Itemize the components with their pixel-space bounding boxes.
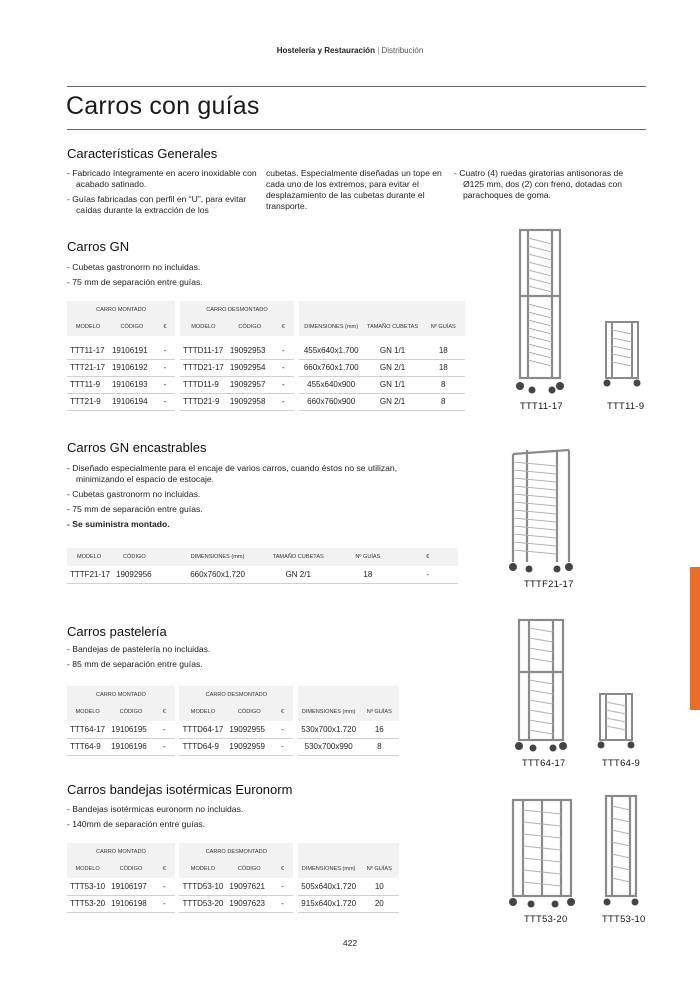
col-dimensiones: DIMENSIONES (mm) xyxy=(177,548,259,566)
cell-eur: - xyxy=(273,359,294,376)
col-cubetas: TAMAÑO CUBETAS xyxy=(258,548,338,566)
col-codigo: CÓDIGO xyxy=(113,548,177,566)
general-col3 xyxy=(454,168,644,205)
cell-codigo: 19092954 xyxy=(227,359,273,376)
table-row xyxy=(67,376,465,393)
cell-guias: 18 xyxy=(422,359,465,376)
cell-modelo: TTT53-20 xyxy=(67,895,108,912)
cell-eur: - xyxy=(155,342,175,359)
pas-heading: Carros pastelería xyxy=(67,624,167,639)
enc-heading: Carros GN encastrables xyxy=(67,440,207,455)
cell-modelo: TTTD53-10 xyxy=(179,878,226,895)
cell-modelo: TTTF21-17 xyxy=(67,566,113,583)
cart-ttt64-17-image xyxy=(511,614,571,754)
table-row xyxy=(67,738,399,755)
cell-codigo: 19106197 xyxy=(108,878,154,895)
group-mounted: CARRO MONTADO xyxy=(67,686,175,703)
cell-dimensiones: 530x700x1.720 xyxy=(298,721,360,738)
cell-modelo: TTT21-17 xyxy=(67,359,109,376)
enc-bullet: - Cubetas gastronorm no incluidas. xyxy=(67,489,427,500)
general-bullet: - Fabricado íntegramente en acero inoxidable con acabado satinado. xyxy=(67,168,257,190)
cell-eur: - xyxy=(154,878,175,895)
cell-modelo: TTTD64-9 xyxy=(179,738,226,755)
enc-bullet: - Se suministra montado. xyxy=(67,519,427,530)
gn-bullets xyxy=(67,262,427,292)
header-subsection: Distribución xyxy=(381,46,424,55)
cell-eur: - xyxy=(273,393,294,410)
caption-ttt53-20: TTT53-20 xyxy=(524,913,568,924)
cell-dimensiones: 530x700x990 xyxy=(298,738,360,755)
table-row xyxy=(67,566,458,583)
cart-ttt11-17-image xyxy=(508,224,574,400)
cell-codigo: 19106192 xyxy=(109,359,155,376)
cell-dimensiones: 660x760x1.700 xyxy=(299,359,364,376)
cell-eur: - xyxy=(154,895,175,912)
iso-heading: Carros bandejas isotérmicas Euronorm xyxy=(67,782,293,797)
cell-codigo: 19092959 xyxy=(226,738,272,755)
col-codigo: CÓDIGO xyxy=(226,703,272,721)
col-guias: Nº GUÍAS xyxy=(338,548,398,566)
cell-codigo: 19106195 xyxy=(108,721,154,738)
cell-codigo: 19106193 xyxy=(109,376,155,393)
cell-codigo: 19092958 xyxy=(227,393,273,410)
group-dismounted: CARRO DESMONTADO xyxy=(179,686,293,703)
col-dimensiones: DIMENSIONES (mm) xyxy=(298,703,360,721)
running-header xyxy=(0,46,700,55)
group-dismounted: CARRO DESMONTADO xyxy=(180,301,294,318)
cell-modelo: TTT64-17 xyxy=(67,721,108,738)
cell-modelo: TTTD21-9 xyxy=(180,393,227,410)
cell-guias: 16 xyxy=(360,721,399,738)
cell-guias: 18 xyxy=(422,342,465,359)
cell-modelo: TTTD64-17 xyxy=(179,721,226,738)
cell-dimensiones: 455x640x900 xyxy=(299,376,364,393)
header-separator: | xyxy=(377,46,380,55)
caption-ttt64-17: TTT64-17 xyxy=(522,757,566,768)
cell-cubetas: GN 1/1 xyxy=(364,376,422,393)
cell-eur: - xyxy=(272,895,293,912)
col-guias: Nº GUÍAS xyxy=(360,860,399,878)
col-eur: € xyxy=(273,318,294,336)
cell-eur: - xyxy=(155,376,175,393)
cell-codigo: 19106191 xyxy=(109,342,155,359)
title-rule xyxy=(67,129,646,130)
cell-cubetas: GN 2/1 xyxy=(364,393,422,410)
gn-bullet: - Cubetas gastronorm no incluidas. xyxy=(67,262,427,273)
cell-eur: - xyxy=(273,376,294,393)
cell-eur: - xyxy=(155,359,175,376)
cell-cubetas: GN 2/1 xyxy=(364,359,422,376)
cell-codigo: 19092955 xyxy=(226,721,272,738)
pas-bullets xyxy=(67,644,427,674)
table-row xyxy=(67,895,399,912)
cell-eur: - xyxy=(273,342,294,359)
header-section: Hostelería y Restauración xyxy=(276,46,375,55)
page-title: Carros con guías xyxy=(66,92,260,120)
col-modelo: MODELO xyxy=(179,860,226,878)
group-mounted: CARRO MONTADO xyxy=(67,843,175,860)
col-eur: € xyxy=(272,860,293,878)
cell-codigo: 19097623 xyxy=(226,895,272,912)
cell-codigo: 19097621 xyxy=(226,878,272,895)
general-bullet: - Guías fabricadas con perfil en “U”, para evitar caídas durante la extracción de los xyxy=(67,194,257,216)
col-modelo: MODELO xyxy=(67,860,108,878)
enc-bullet: - Diseñado especialmente para el encaje de varios carros, cuando éstos no se utilizan, minimizando el espacio de estocaje. xyxy=(67,463,427,485)
group-mounted: CARRO MONTADO xyxy=(67,301,175,318)
cart-ttt53-20-image xyxy=(507,794,577,910)
cell-cubetas: GN 2/1 xyxy=(258,566,338,583)
cell-dimensiones: 660x760x900 xyxy=(299,393,364,410)
cell-modelo: TTTD53-20 xyxy=(179,895,226,912)
caption-ttt64-9: TTT64-9 xyxy=(602,757,641,768)
col-dimensiones: DIMENSIONES (mm) xyxy=(299,318,364,336)
page-number: 422 xyxy=(342,938,358,948)
col-codigo: CÓDIGO xyxy=(109,318,155,336)
general-col2: cubetas. Especialmente diseñadas un tope en cada uno de los extremos, para evitar el desplazamiento de las cubetas durante el transporte. xyxy=(266,168,442,211)
enc-bullet: - 75 mm de separación entre guías. xyxy=(67,504,427,515)
section-tab xyxy=(690,567,700,710)
cell-codigo: 19106194 xyxy=(109,393,155,410)
iso-table xyxy=(67,843,399,913)
cell-eur: - xyxy=(272,721,293,738)
table-row xyxy=(67,878,399,895)
cell-dimensiones: 915x640x1.720 xyxy=(298,895,360,912)
col-eur: € xyxy=(154,703,175,721)
table-row xyxy=(67,721,399,738)
pas-bullet: - Bandejas de pastelería no incluidas. xyxy=(67,644,427,655)
cell-codigo: 19106198 xyxy=(108,895,154,912)
cell-modelo: TTT11-9 xyxy=(67,376,109,393)
cell-guias: 10 xyxy=(360,878,399,895)
cell-modelo: TTTD11-17 xyxy=(180,342,227,359)
cart-ttt53-10-image xyxy=(600,790,642,910)
cell-cubetas: GN 1/1 xyxy=(364,342,422,359)
caption-ttt11-9: TTT11-9 xyxy=(607,400,645,411)
col-codigo: CÓDIGO xyxy=(108,703,154,721)
cell-modelo: TTT53-10 xyxy=(67,878,108,895)
cell-eur: - xyxy=(272,878,293,895)
cell-codigo: 19092957 xyxy=(227,376,273,393)
col-eur: € xyxy=(154,860,175,878)
col-modelo: MODELO xyxy=(180,318,227,336)
cart-ttt11-9-image xyxy=(598,316,646,390)
cell-dimensiones: 505x640x1.720 xyxy=(298,878,360,895)
table-row xyxy=(67,342,465,359)
gn-bullet: - 75 mm de separación entre guías. xyxy=(67,277,427,288)
enc-table xyxy=(67,548,458,584)
col-codigo: CÓDIGO xyxy=(227,318,273,336)
cell-modelo: TTTD11-9 xyxy=(180,376,227,393)
col-cubetas: TAMAÑO CUBETAS xyxy=(364,318,422,336)
col-guias: Nº GUÍAS xyxy=(360,703,399,721)
cell-modelo: TTT21-9 xyxy=(67,393,109,410)
table-row xyxy=(67,393,465,410)
cell-dimensiones: 455x640x1.700 xyxy=(299,342,364,359)
general-col1 xyxy=(67,168,257,220)
gn-heading: Carros GN xyxy=(67,239,130,254)
caption-ttt53-10: TTT53-10 xyxy=(602,913,646,924)
enc-bullets xyxy=(67,463,427,534)
cell-guias: 8 xyxy=(422,376,465,393)
cell-codigo: 19106196 xyxy=(108,738,154,755)
cell-eur: - xyxy=(398,566,458,583)
iso-bullet: - Bandejas isotérmicas euronorm no incluidas. xyxy=(67,804,427,815)
cell-modelo: TTT64-9 xyxy=(67,738,108,755)
cell-eur: - xyxy=(155,393,175,410)
cell-eur: - xyxy=(154,738,175,755)
col-codigo: CÓDIGO xyxy=(226,860,272,878)
col-modelo: MODELO xyxy=(67,318,109,336)
cart-tttf21-17-image xyxy=(505,444,577,574)
col-dimensiones: DIMENSIONES (mm) xyxy=(298,860,360,878)
col-eur: € xyxy=(398,548,458,566)
col-modelo: MODELO xyxy=(67,703,108,721)
col-guias: Nº GUÍAS xyxy=(422,318,465,336)
cell-modelo: TTT11-17 xyxy=(67,342,109,359)
general-bullet: - Cuatro (4) ruedas giratorias antisonoras de Ø125 mm, dos (2) con freno, dotadas con parachoques de goma. xyxy=(454,168,644,201)
col-codigo: CÓDIGO xyxy=(108,860,154,878)
pas-table xyxy=(67,686,399,756)
table-row xyxy=(67,359,465,376)
gn-table xyxy=(67,301,465,411)
cell-eur: - xyxy=(272,738,293,755)
top-rule xyxy=(67,86,646,87)
general-heading: Características Generales xyxy=(67,146,218,161)
pas-bullet: - 85 mm de separación entre guías. xyxy=(67,659,427,670)
caption-tttf21-17: TTTF21-17 xyxy=(524,578,574,589)
group-dismounted: CARRO DESMONTADO xyxy=(179,843,293,860)
col-eur: € xyxy=(272,703,293,721)
cell-codigo: 19092956 xyxy=(113,566,177,583)
iso-bullet: - 140mm de separación entre guías. xyxy=(67,819,427,830)
cell-eur: - xyxy=(154,721,175,738)
col-modelo: MODELO xyxy=(179,703,226,721)
cell-guias: 20 xyxy=(360,895,399,912)
col-modelo: MODELO xyxy=(67,548,113,566)
cell-guias: 8 xyxy=(360,738,399,755)
col-eur: € xyxy=(155,318,175,336)
cell-modelo: TTTD21-17 xyxy=(180,359,227,376)
cart-ttt64-9-image xyxy=(592,690,640,752)
iso-bullets xyxy=(67,804,427,834)
caption-ttt11-17: TTT11-17 xyxy=(520,400,563,411)
cell-guias: 18 xyxy=(338,566,398,583)
cell-codigo: 19092953 xyxy=(227,342,273,359)
cell-guias: 8 xyxy=(422,393,465,410)
cell-dimensiones: 660x760x1.720 xyxy=(177,566,259,583)
